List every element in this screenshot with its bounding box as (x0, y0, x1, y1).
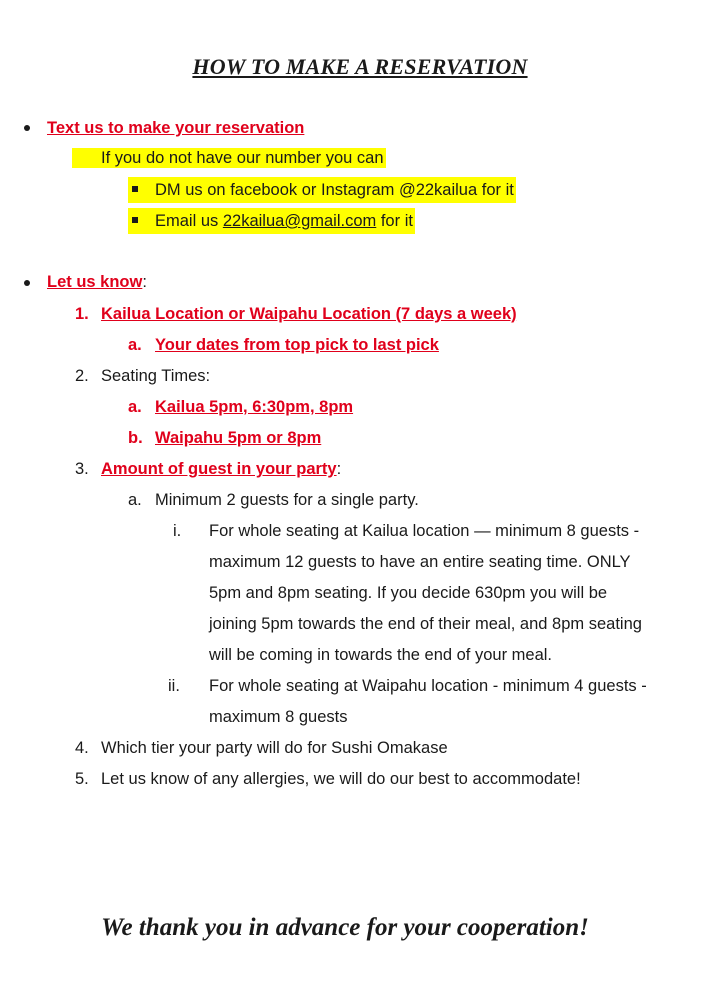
email-link[interactable]: 22kailua@gmail.com (222, 212, 377, 230)
square-bullet-icon (132, 186, 138, 192)
square-bullet-icon (132, 217, 138, 223)
section1-heading (47, 116, 304, 140)
list-item-2b-text: Waipahu 5pm or 8pm (155, 429, 322, 447)
list-item-2a-text: Kailua 5pm, 6:30pm, 8pm (155, 398, 354, 416)
list-item-1a-text: Your dates from top pick to last pick (155, 336, 439, 354)
list-item-3a-i-line: maximum 12 guests to have an entire seating time. ONLY (209, 553, 631, 571)
section2-heading-text: Let us know (47, 273, 143, 291)
list-roman: ii. (168, 677, 180, 695)
list-item-2: Seating Times: (101, 367, 211, 385)
list-number: 3. (75, 460, 89, 478)
list-item-3a-i-line: For whole seating at Kailua location — minimum 8 guests - (209, 522, 640, 540)
list-letter: a. (128, 336, 142, 354)
list-number: 5. (75, 770, 89, 788)
list-item-1a (155, 333, 439, 357)
list-letter: b. (128, 429, 143, 447)
section1-item-2 (128, 208, 415, 232)
list-item-1-text: Kailua Location or Waipahu Location (7 days a week) (101, 305, 517, 323)
list-number: 2. (75, 367, 89, 385)
list-item-3a-i-line: 5pm and 8pm seating. If you decide 630pm you will be (209, 584, 608, 602)
list-letter: a. (128, 398, 142, 416)
email-suffix: for it (376, 212, 413, 230)
bullet-icon (24, 125, 30, 131)
section1-sub-text: If you do not have our number you can (72, 148, 386, 168)
list-letter: a. (128, 491, 142, 509)
list-item-3a-ii-line: maximum 8 guests (209, 708, 348, 726)
section2-heading-colon: : (142, 273, 147, 291)
email-prefix: Email us (155, 212, 223, 230)
list-item-3a: Minimum 2 guests for a single party. (155, 491, 419, 509)
section1-item-1-text: DM us on facebook or Instagram @22kailua for it (155, 181, 514, 199)
section1-sub (72, 146, 386, 170)
section1-item-1-highlight (128, 177, 516, 203)
list-roman: i. (173, 522, 182, 540)
section2-heading (47, 270, 147, 294)
list-item-5: Let us know of any allergies, we will do our best to accommodate! (101, 770, 581, 788)
list-item-2b (155, 426, 321, 450)
page-title: HOW TO MAKE A RESERVATION (192, 54, 528, 79)
list-item-4: Which tier your party will do for Sushi Omakase (101, 739, 448, 757)
section1-heading-text: Text us to make your reservation (47, 119, 305, 137)
list-item-3 (101, 457, 341, 481)
list-item-2a (155, 395, 353, 419)
list-item-3-colon: : (336, 460, 342, 478)
section1-item-1 (128, 177, 516, 201)
bullet-icon (24, 280, 30, 286)
list-number: 1. (75, 305, 89, 323)
list-item-3a-i-line: joining 5pm towards the end of their meal, and 8pm seating (209, 615, 642, 633)
list-item-3a-i-line: will be coming in towards the end of your meal. (209, 646, 553, 664)
list-item-3-text: Amount of guest in your party (101, 460, 337, 478)
list-item-1 (101, 302, 517, 326)
list-item-3a-ii-line: For whole seating at Waipahu location - minimum 4 guests - (209, 677, 647, 695)
list-number: 4. (75, 739, 89, 757)
closing-message: We thank you in advance for your cooperation! (101, 914, 589, 941)
section1-item-2-highlight (128, 208, 415, 234)
